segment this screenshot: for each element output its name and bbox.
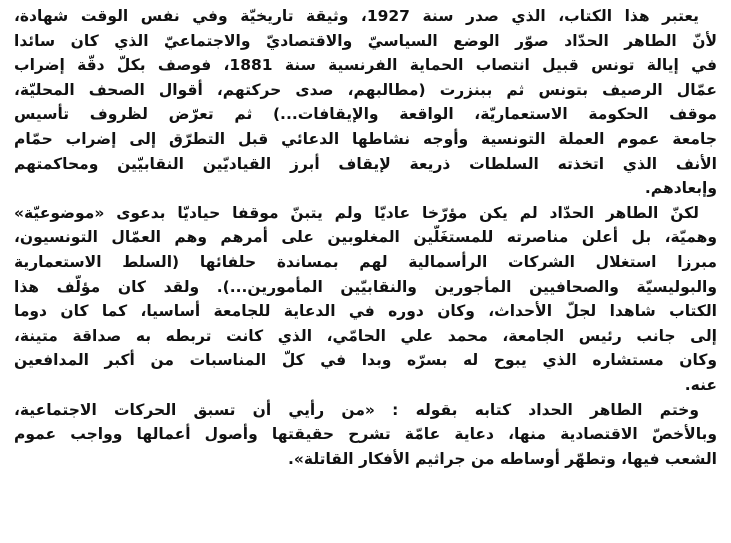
text-line: وإبعادهم. — [644, 179, 717, 198]
text-line: جامعة عموم العملة التونسية وأوجه نشاطها الدعائي قبل التطرّق إلى إضراب حمّام — [14, 129, 717, 148]
text-line: في إيالة تونس قبيل انتصاب الحماية الفرنسية سنة 1881، فوصف بكلّ دقّة إضراب — [14, 56, 717, 75]
text-line: وختم الطاهر الحداد كتابه بقوله : «من رأيي أن تسبق الحركات الاجتماعية، — [14, 400, 699, 419]
text-line: عمّال الرصيف بتونس ثم ببنزرت (مطالبهم، صدى حركتهم، أقوال الصحف المحليّة، — [14, 80, 717, 99]
text-line: موقف الحكومة الاستعماريّة، الواقعة والإيقافات...) ثم تعرّض لظروف تأسيس — [14, 105, 717, 124]
text-line: وبالأخصّ الاقتصادية منها، دعاية عامّة تشرح حقيقتها وأصول أعمالها وواجب عموم — [14, 425, 717, 444]
paragraph-conclusion — [14, 398, 717, 472]
text-line: لكنّ الطاهر الحدّاد لم يكن مؤرّخا عاديّا ولم يتبنّ موقفا حياديّا بدعوى «موضوعيّة» — [14, 203, 699, 222]
text-line: لأنّ الطاهر الحدّاد صوّر الوضع السياسيّ والاقتصاديّ والاجتماعيّ الذي كان سائدا — [14, 31, 717, 50]
text-line: الشعب فيها، وتطهّر أوساطه من جراثيم الأفكار القاتلة». — [288, 449, 717, 468]
text-line: مبرزا استغلال الشركات الرأسمالية لهم بمساندة حلفائها (السلط الاستعمارية — [14, 252, 717, 271]
text-line: عنه. — [684, 375, 717, 394]
paragraph-intro — [14, 4, 717, 201]
text-line: والبوليسيّة والصحافيين المأجورين والنقابيّين المأمورين...). ولقد كان مؤلّف هذا — [14, 277, 717, 296]
text-line: وهميّة، بل أعلن مناصرته للمستغَلّين المغلوبين على أمرهم وهم العمّال التونسيون، — [14, 228, 717, 247]
text-line: الكتاب شاهدا لجلّ الأحداث، وكان دوره في الدعاية للجامعة أساسيا، كما كان دوما — [14, 302, 717, 321]
text-line: وكان مستشاره الذي يبوح له بسرّه وبدا في كلّ المناسبات من أكبر المدافعين — [14, 351, 717, 370]
text-line: يعتبر هذا الكتاب، الذي صدر سنة 1927، وثيقة تاريخيّة وفي نفس الوقت شهادة، — [14, 7, 699, 25]
paragraph-stance — [14, 201, 717, 398]
text-line: إلى جانب رئيس الجامعة، محمد علي الحامّي، الذي كانت تربطه به صداقة متينة، — [14, 326, 717, 345]
text-line: الأنف الذي اتخذته السلطات ذريعة لإيقاف أبرز القياديّين النقابيّين ومحاكمتهم — [14, 154, 717, 173]
